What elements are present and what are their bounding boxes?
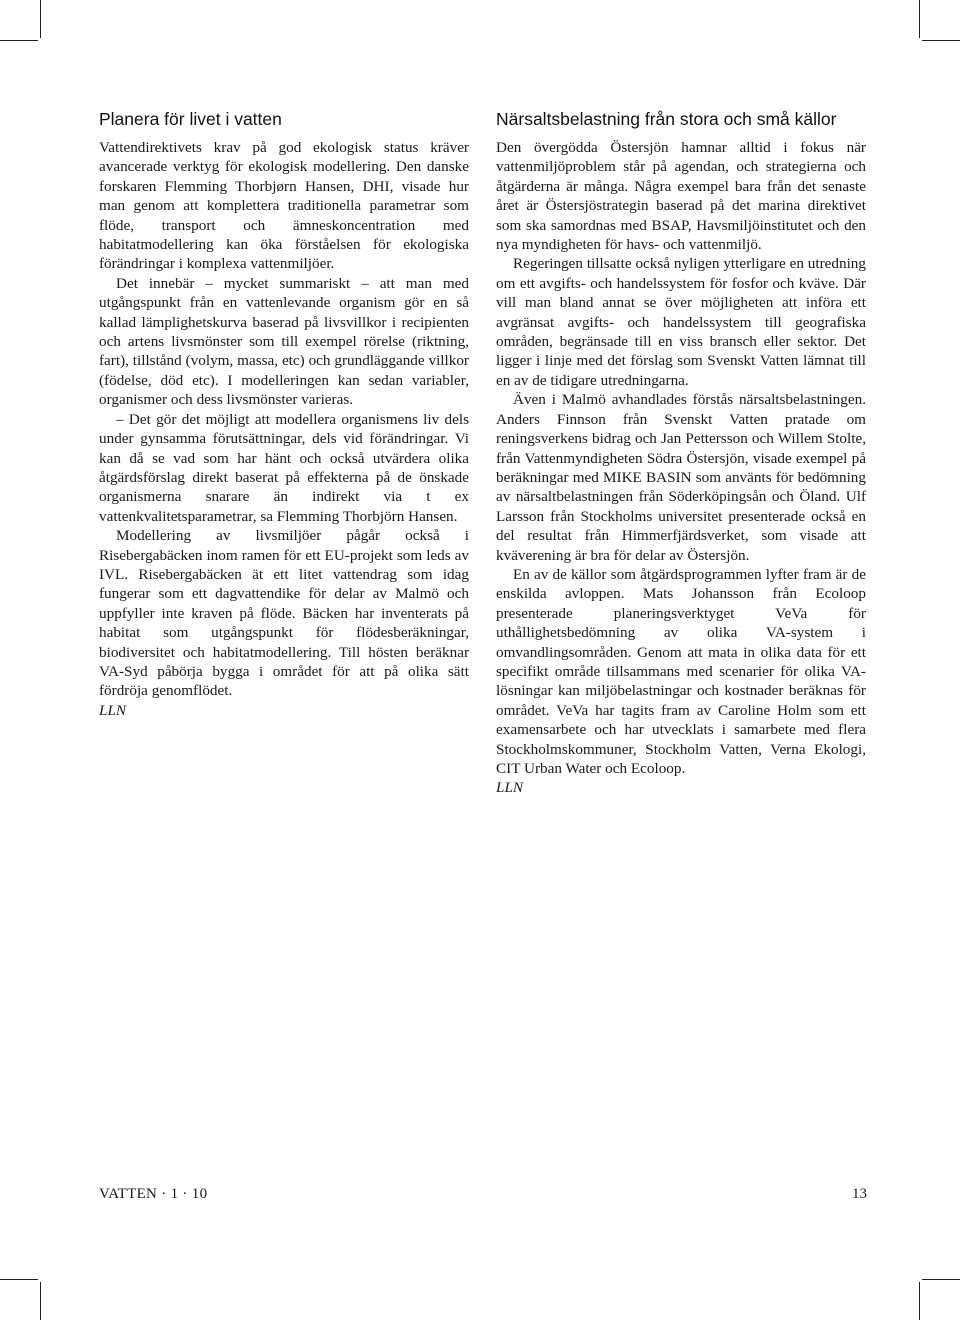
crop-mark-bottom-left-horizontal <box>0 1279 38 1280</box>
left-paragraph-1: Vattendirektivets krav på god ekologisk status kräver avancerade verktyg för ekologisk modellering. Den danske forskaren Flemming Thorbjørn Hansen, DHI, visade hur man genom att komplettera traditionella parametrar som flöde, transport och ämneskoncentration med habitatmodellering kan öka förståelsen för ekologiska förändringar i komplexa vattenmiljöer. <box>99 139 469 273</box>
right-paragraph-2: Regeringen tillsatte också nyligen ytterligare en utredning om ett avgifts- och handelssystem för fosfor och kväve. Där vill man bland annat se över möjligheten att införa ett avgränsat avgifts- och handelssystem till geografiska områden, begränsade till en viss bransch eller sektor. Det ligger i linje med det förslag som Svenskt Vatten lämnat till en av de tidigare utredningarna. <box>496 255 866 389</box>
right-article-signature: LLN <box>496 779 524 797</box>
right-paragraph-4: En av de källor som åtgärdsprogrammen lyfter fram är de enskilda avloppen. Mats Johansson från Ecoloop presenterade planeringsverktyget VeVa för uthållighetsbedömning av olika VA-system i omvandlingsområden. Genom att mata in olika data för ett specifikt område tillsammans med scenarier för olika VA-lösningar kan miljöbelastningar och kostnader beräknas för området. VeVa har tagits fram av Caroline Holm som ett examensarbete och har utvecklats i samarbete med flera Stockholmskommuner, Stockholm Vatten, Verna Ekologi, CIT Urban Water och Ecoloop. <box>496 565 866 777</box>
page-number: 13 <box>852 1186 867 1202</box>
publication-footer: VATTEN · 1 · 10 <box>99 1186 208 1202</box>
left-paragraph-4: Modellering av livsmiljöer pågår också i Risebergabäcken inom ramen för ett EU-projekt som leds av IVL. Risebergabäcken ät ett litet vattendrag som idag fungerar som ett dagvattendike för delar av Malmö och uppfyller inte kraven på flöde. Bäcken har inventerats på habitat som utgångspunkt för flödesberäkningar, biodiversitet och habitatmodellering. Till hösten beräknar VA-Syd påbörja bygga i området för att på olika sätt fördröja genomflödet. <box>99 527 469 700</box>
crop-mark-bottom-right-horizontal <box>922 1279 960 1280</box>
left-article-heading: Planera för livet i vatten <box>99 109 282 129</box>
right-article <box>496 108 866 798</box>
crop-mark-top-left-vertical <box>40 0 41 38</box>
right-paragraph-1: Den övergödda Östersjön hamnar alltid i fokus när vattenmiljöproblem står på agendan, och strategierna och åtgärderna är många. Några exempel bara från det senaste året är Östersjöstrategin baserad på det marina direktivet som ska samordnas med BSAP, Havsmiljöinstitutet och den nya myndigheten för havs- och vattenmiljö. <box>496 139 866 254</box>
right-paragraph-3: Även i Malmö avhandlades förstås närsaltsbelastningen. Anders Finnson från Svenskt Vatten pratade om reningsverkens bidrag och Jan Pettersson och Willem Stolte, från Vattenmyndigheten Södra Östersjön, visade exempel på beräkningar med MIKE BASIN som använts för bedömning av närsaltbelastningen från Söderköpingsån och Öland. Ulf Larsson från Stockholms universitet presenterade också en del resultat från Himmerfjärdsverket, som visade att kväverening är bra för delar av Östersjön. <box>496 391 866 564</box>
crop-mark-top-left-horizontal <box>0 40 38 41</box>
crop-mark-bottom-right-vertical <box>919 1282 920 1320</box>
left-article <box>99 108 469 720</box>
crop-mark-bottom-left-vertical <box>40 1282 41 1320</box>
left-paragraph-3: – Det gör det möjligt att modellera organismens liv dels under gynsamma förutsättningar, dels vid förändringar. Vi kan då se vad som har hänt och också utvärdera olika åtgärdsförslag direkt baserat på effekterna på de önskade organismerna snarare än indirekt via t ex vattenkvalitetsparametrar, sa Flemming Thorbjörn Hansen. <box>99 410 469 525</box>
left-paragraph-2: Det innebär – mycket summariskt – att man med utgångspunkt från en vattenlevande organism gör en så kallad lämplighetskurva baserad på livsvillkor i recipienten och artens livsmönster som till exempel rörelse (riktning, fart), tillstånd (volym, massa, etc) och grundläggande villkor (födelse, död etc). I modelleringen kan sedan variabler, organismer och dess livsmönster varieras. <box>99 274 469 409</box>
crop-mark-top-right-vertical <box>919 0 920 38</box>
crop-mark-top-right-horizontal <box>922 40 960 41</box>
right-article-heading: Närsaltsbelastning från stora och små källor <box>496 109 837 129</box>
left-article-signature: LLN <box>99 701 127 719</box>
